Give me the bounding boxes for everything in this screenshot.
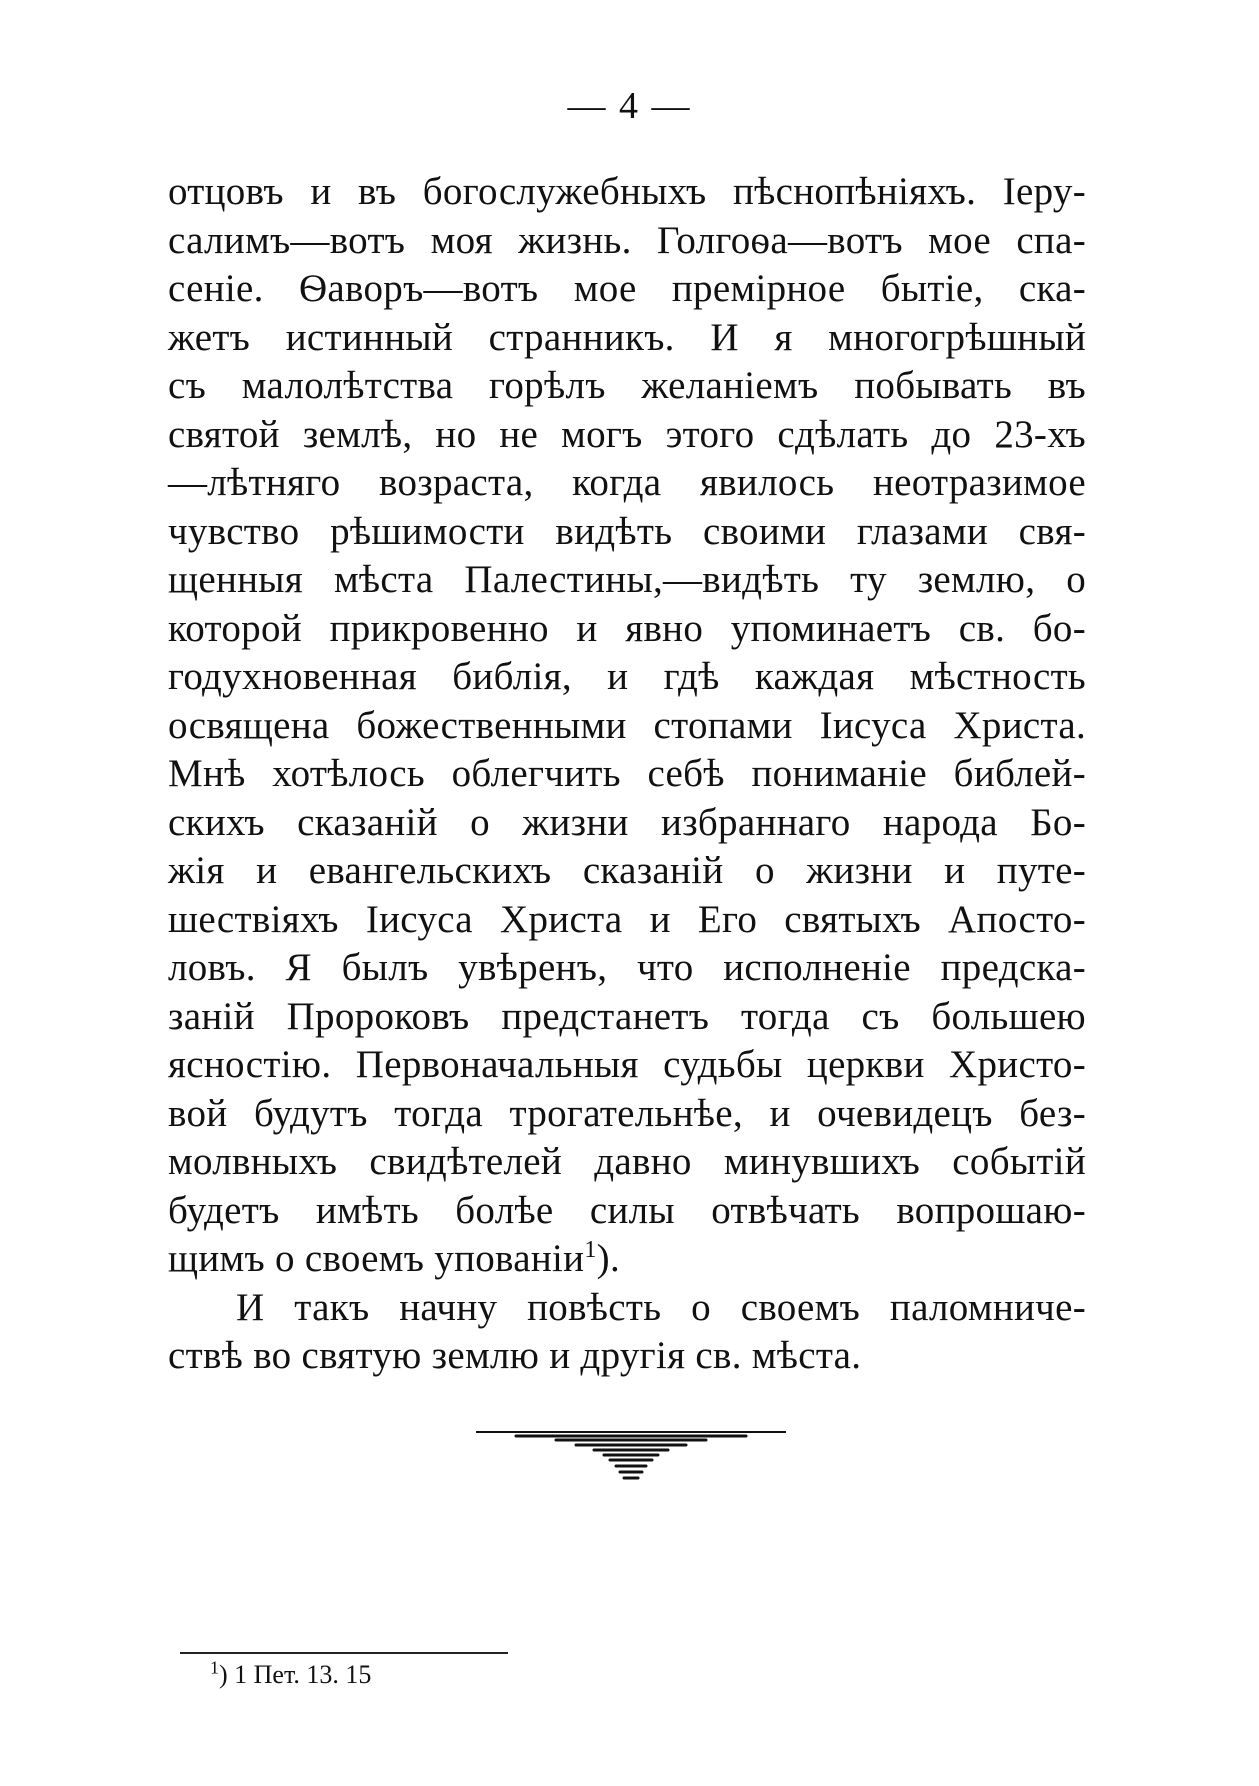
ornament-divider [476,1422,786,1484]
last-line-end: ). [596,1237,621,1280]
footnote-reference[interactable]: 1 [584,1237,597,1263]
text-line: отцовъ и въ богослужебныхъ пѣснопѣніяхъ. Іеру- [168,170,1086,213]
footnote-text: ) 1 Пет. 13. 15 [219,1660,372,1689]
paragraph-2 [168,1284,1086,1381]
text-line: будетъ имѣть болѣе силы отвѣчать вопрошаю- [168,1188,1086,1232]
text-line: съ малолѣтства горѣлъ желаніемъ побывать въ [168,364,1086,407]
text-line: щенныя мѣста Палестины,—видѣть ту землю, о [168,558,1086,601]
text-line: жія и евангельскихъ сказаній о жизни и путе- [168,849,1086,892]
text-line: скихъ сказаній о жизни избраннаго народа Бо- [168,800,1086,844]
footnote [210,1657,372,1690]
text-line: ясностію. Первоначальныя судьбы церкви Христо- [168,1043,1086,1086]
paragraph-1-last-line [168,1235,1086,1284]
text-line: годухновенная библія, и гдѣ каждая мѣстность [168,655,1086,698]
text-line: салимъ—вотъ моя жизнь. Голгоѳа—вотъ мое спа- [168,218,1086,262]
text-line: святой землѣ, но не могъ этого сдѣлать до 23-хъ [168,412,1086,456]
text-line: освящена божественными стопами Іисуса Христа. [168,703,1086,747]
page-number: — 4 — [567,85,692,127]
text-line: И такъ начну повѣсть о своемъ паломниче- [236,1285,1086,1329]
text-line: чувство рѣшимости видѣть своими глазами свя- [168,509,1086,553]
text-line: Мнѣ хотѣлось облегчить себѣ пониманіе библей- [168,752,1086,795]
text-line: которой прикровенно и явно упоминаетъ св. бо- [168,606,1086,650]
last-line-text: щимъ о своемъ упованіи [168,1237,585,1280]
text-line: шествіяхъ Іисуса Христа и Его святыхъ Апосто- [168,897,1086,941]
body-text [168,168,1086,1381]
text-line: ловъ. Я былъ увѣренъ, что исполненіе предска- [168,946,1086,989]
text-line: жетъ истинный странникъ. И я многогрѣшный [168,315,1086,359]
text-line: ствѣ во святую землю и другія св. мѣста. [168,1334,862,1377]
text-line: вой будутъ тогда трогательнѣе, и очевидецъ без- [168,1091,1086,1135]
text-line: сеніе. Ѳаворъ—вотъ мое премірное бытіе, ска- [168,267,1086,310]
footnote-marker: 1 [210,1657,219,1678]
footnote-rule [180,1652,508,1654]
text-line: молвныхъ свидѣтелей давно минувшихъ событій [168,1140,1086,1183]
text-line: заній Пророковъ предстанетъ тогда съ большею [168,994,1086,1038]
text-line: —лѣтняго возраста, когда явилось неотразимое [168,461,1086,504]
paragraph-1 [168,168,1086,1235]
